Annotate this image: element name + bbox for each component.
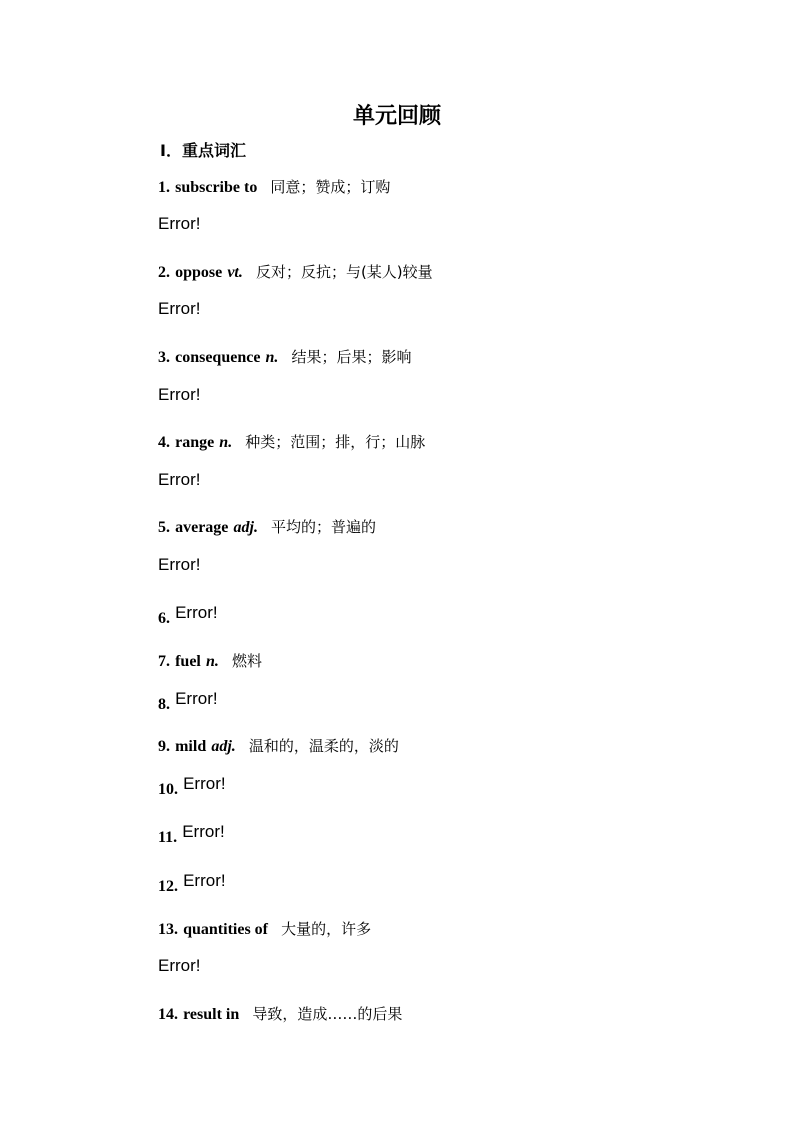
vocab-entry xyxy=(158,774,226,801)
entry-meaning: 结果；后果；影响 xyxy=(291,348,412,366)
error-field: Error! xyxy=(158,299,201,318)
entry-term: result in xyxy=(183,1006,240,1023)
entry-meaning: 种类；范围；排，行；山脉 xyxy=(245,433,426,451)
entry-number: 3. xyxy=(158,349,170,366)
vocab-entry xyxy=(158,822,225,849)
entry-number: 13. xyxy=(158,921,178,938)
vocab-entry xyxy=(158,603,218,630)
vocab-entry xyxy=(158,871,226,898)
vocab-entry xyxy=(158,516,376,539)
error-field: Error! xyxy=(158,214,201,233)
vocab-entry xyxy=(158,431,425,454)
vocab-entry xyxy=(158,650,262,673)
entry-meaning: 大量的，许多 xyxy=(281,920,372,938)
entry-part-of-speech: adj. xyxy=(211,738,236,755)
entry-number: 14. xyxy=(158,1006,178,1023)
entry-part-of-speech: n. xyxy=(219,434,233,451)
vocab-entry xyxy=(158,346,412,369)
section-heading: Ⅰ．重点词汇 xyxy=(160,141,246,160)
entry-part-of-speech: vt. xyxy=(227,264,243,281)
vocab-entry xyxy=(158,261,433,284)
entry-number: 10. xyxy=(158,781,178,798)
entry-meaning: 燃料 xyxy=(231,652,262,670)
entry-part-of-speech: adj. xyxy=(233,519,258,536)
vocab-entry xyxy=(158,735,399,758)
entry-term: consequence xyxy=(175,349,261,366)
error-field: Error! xyxy=(183,774,226,793)
entry-meaning: 温和的，温柔的，淡的 xyxy=(248,737,399,755)
entry-number: 7. xyxy=(158,653,170,670)
error-field: Error! xyxy=(158,555,201,574)
entry-term: quantities of xyxy=(183,921,268,938)
entry-term: oppose xyxy=(175,264,223,281)
error-field: Error! xyxy=(158,385,201,404)
entry-number: 2. xyxy=(158,264,170,281)
entry-part-of-speech: n. xyxy=(205,653,219,670)
vocab-entry xyxy=(158,1003,402,1026)
entry-number: 9. xyxy=(158,738,170,755)
entry-number: 6. xyxy=(158,610,170,627)
error-field: Error! xyxy=(175,603,218,622)
error-field: Error! xyxy=(175,689,218,708)
error-field: Error! xyxy=(158,956,201,975)
entry-term: range xyxy=(175,434,215,451)
entry-number: 1. xyxy=(158,179,170,196)
entry-number: 8. xyxy=(158,696,170,713)
vocab-entry xyxy=(158,918,371,941)
vocab-entry xyxy=(158,689,218,716)
entry-term: fuel xyxy=(175,653,201,670)
entry-term: average xyxy=(175,519,229,536)
entry-number: 12. xyxy=(158,878,178,895)
entry-meaning: 同意；赞成；订购 xyxy=(270,178,391,196)
error-field: Error! xyxy=(182,822,225,841)
entry-meaning: 导致，造成……的后果 xyxy=(252,1005,403,1023)
entry-meaning: 平均的；普遍的 xyxy=(271,518,377,536)
entry-number: 4. xyxy=(158,434,170,451)
error-field: Error! xyxy=(183,871,226,890)
entry-part-of-speech: n. xyxy=(265,349,279,366)
entry-term: mild xyxy=(175,738,207,755)
entry-meaning: 反对；反抗；与(某人)较量 xyxy=(255,263,433,281)
entry-number: 5. xyxy=(158,519,170,536)
error-field: Error! xyxy=(158,470,201,489)
entry-number: 11. xyxy=(158,829,178,846)
page-title: 单元回顾 xyxy=(352,104,441,129)
vocab-entry xyxy=(158,176,390,199)
entry-term: subscribe to xyxy=(175,179,258,196)
